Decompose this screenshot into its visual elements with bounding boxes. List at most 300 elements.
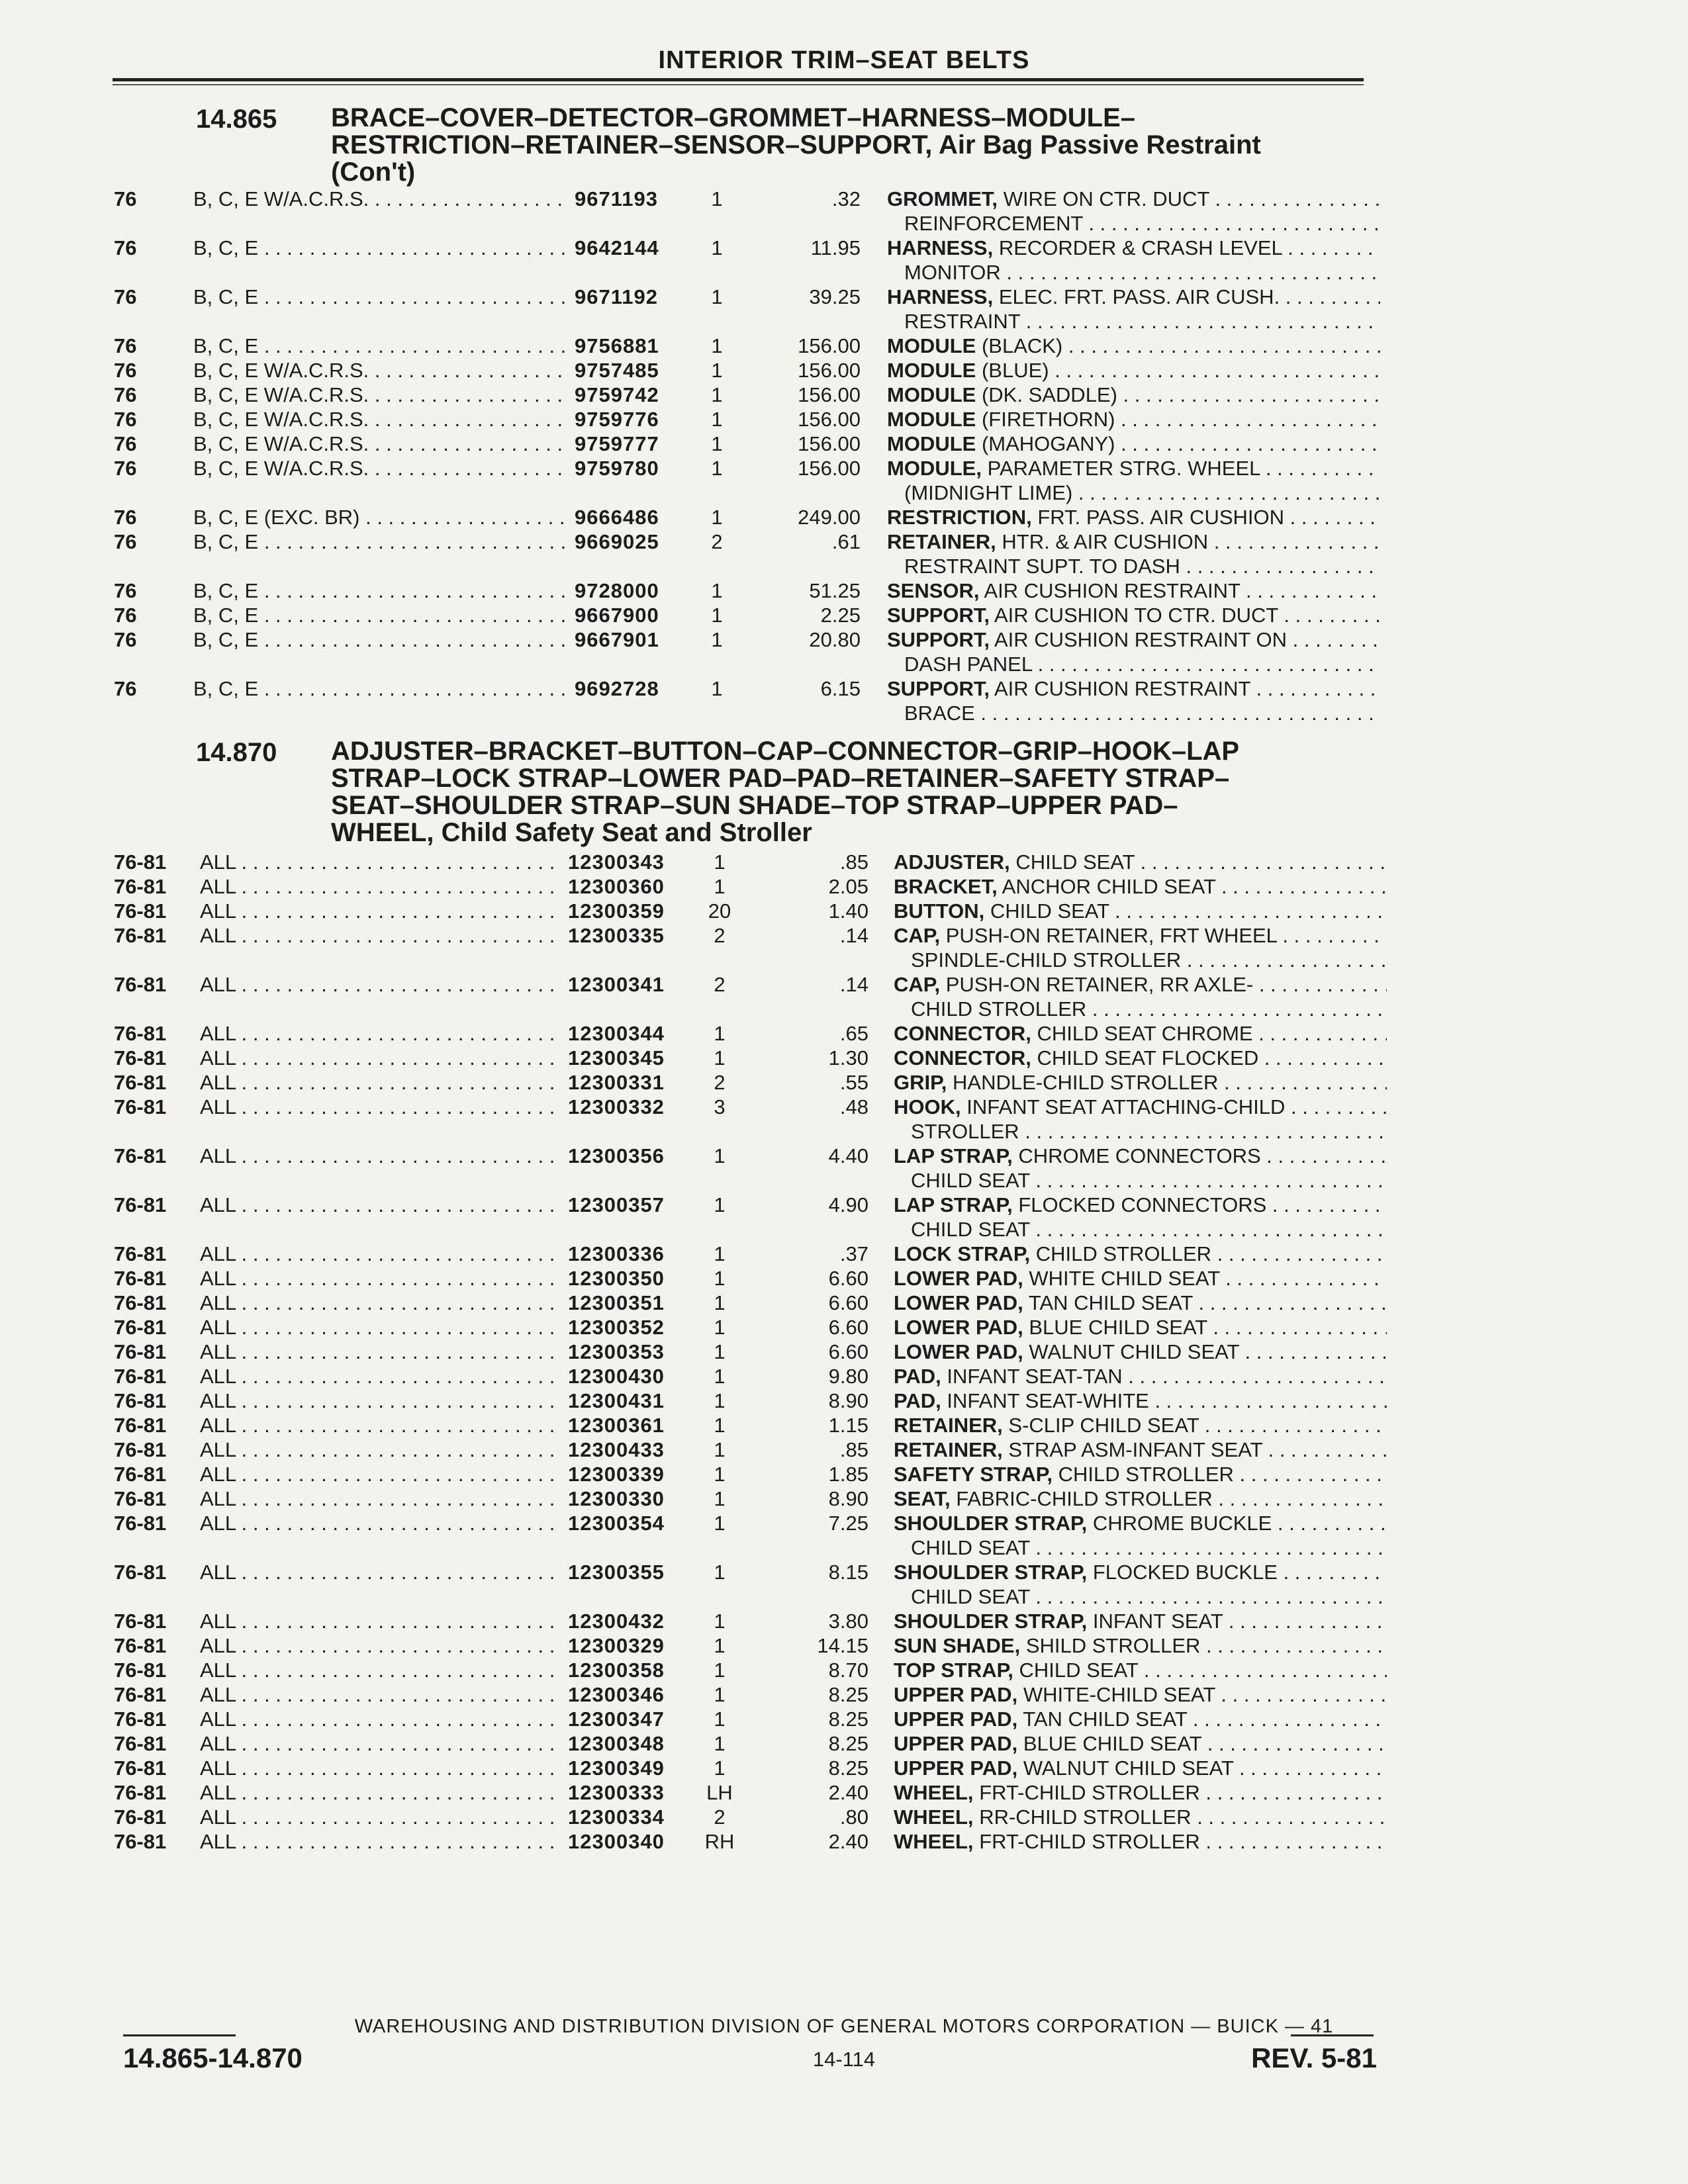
section-title-rest: Air Bag Passive Restraint (Con't) [331, 130, 1261, 187]
description-line [894, 1658, 1387, 1682]
row-model [200, 850, 560, 874]
row-model [200, 1193, 560, 1217]
description-text: BRACE [904, 702, 975, 725]
row-part-number: 9671193 [575, 187, 658, 210]
row-price: 156.00 [798, 383, 861, 406]
row-model [200, 1633, 560, 1658]
description-name: SUPPORT, [887, 628, 990, 651]
description-text: (BLUE) [981, 359, 1049, 382]
description-name: HOOK, [894, 1095, 961, 1118]
row-price: 6.60 [828, 1316, 868, 1339]
table-row [0, 1266, 1688, 1291]
description-name: ADJUSTER, [894, 850, 1010, 874]
description-name: LAP STRAP, [894, 1144, 1013, 1167]
row-year: 76 [114, 530, 137, 553]
row-model [193, 285, 567, 309]
description-line [894, 997, 1387, 1021]
description-name: LAP STRAP, [894, 1193, 1013, 1216]
table-row [0, 1046, 1688, 1070]
description-text: INFANT SEAT ATTACHING-CHILD [966, 1095, 1286, 1118]
row-part-number: 12300340 [568, 1830, 665, 1853]
row-model-text: ALL [200, 1487, 236, 1510]
row-part-number: 12300346 [568, 1683, 665, 1706]
description-text: (MIDNIGHT LIME) [904, 481, 1073, 504]
row-price: 9.80 [828, 1365, 868, 1388]
description-text: ANCHOR CHILD SEAT [1002, 875, 1216, 898]
description-text: DASH PANEL [904, 653, 1032, 676]
row-model [200, 1682, 560, 1707]
section-title [331, 105, 1377, 186]
row-quantity: 1 [711, 408, 723, 431]
row-model-text: ALL [200, 1659, 236, 1682]
description-line [887, 236, 1380, 260]
row-description [894, 899, 1387, 923]
description-text: SHILD STROLLER [1025, 1634, 1201, 1657]
row-quantity: 1 [714, 1046, 726, 1069]
description-line [894, 1095, 1387, 1119]
row-description [894, 874, 1387, 899]
row-description [887, 236, 1380, 285]
row-part-number: 9759776 [575, 408, 659, 431]
row-part-number: 12300349 [568, 1756, 665, 1780]
row-description [894, 1682, 1387, 1707]
row-model [193, 334, 567, 358]
description-text: CHILD STROLLER [1035, 1242, 1212, 1265]
table-row [0, 1242, 1688, 1266]
row-model-text: ALL [200, 1316, 236, 1339]
row-part-number: 12300356 [568, 1144, 665, 1167]
row-description [894, 1315, 1387, 1340]
description-line [894, 1388, 1387, 1413]
description-name: MODULE [887, 383, 976, 406]
row-part-number: 12300329 [568, 1634, 665, 1657]
description-line [887, 480, 1380, 505]
row-price: 6.60 [828, 1267, 868, 1290]
row-year: 76 [114, 628, 137, 651]
row-description [887, 187, 1380, 236]
row-part-number: 12300330 [568, 1487, 665, 1510]
table-row [0, 899, 1688, 923]
table-row [0, 676, 1688, 725]
row-description [887, 627, 1380, 676]
table-row [0, 1388, 1688, 1413]
row-part-number: 12300332 [568, 1095, 665, 1118]
description-line [894, 948, 1387, 972]
row-model-text: ALL [200, 1414, 236, 1437]
row-model-text: ALL [200, 1193, 236, 1216]
row-quantity: 1 [714, 1144, 726, 1167]
row-model-text: B, C, E W/A.C.R.S. [193, 432, 369, 455]
row-price: 249.00 [798, 506, 861, 529]
row-quantity: 1 [714, 1316, 726, 1339]
row-model [193, 627, 567, 652]
description-text: INFANT SEAT [1092, 1610, 1223, 1633]
row-model-text: ALL [200, 850, 236, 874]
row-price: 4.40 [828, 1144, 868, 1167]
row-part-number: 9667901 [575, 628, 659, 651]
row-price: 156.00 [798, 457, 861, 480]
row-model [200, 1707, 560, 1731]
row-description [894, 850, 1387, 874]
description-line [894, 899, 1387, 923]
description-line [894, 1780, 1387, 1805]
row-part-number: 9759742 [575, 383, 659, 406]
row-year: 76-81 [114, 1291, 167, 1314]
row-model-text: B, C, E [193, 236, 259, 259]
description-text: SPINDLE-CHILD STROLLER [911, 948, 1182, 972]
description-text: (MAHOGANY) [981, 432, 1115, 455]
row-year: 76-81 [114, 1193, 167, 1216]
row-price: 8.90 [828, 1389, 868, 1412]
row-model [193, 578, 567, 603]
row-year: 76-81 [114, 1316, 167, 1339]
row-quantity: 1 [714, 1756, 726, 1780]
table-row [0, 1756, 1688, 1780]
row-year: 76-81 [114, 875, 167, 898]
row-year: 76-81 [114, 1365, 167, 1388]
row-description [887, 334, 1380, 358]
table-row [0, 505, 1688, 529]
row-quantity: 1 [714, 1463, 726, 1486]
description-line [894, 1021, 1387, 1046]
row-price: .37 [839, 1242, 868, 1265]
row-model [200, 1070, 560, 1095]
row-price: 8.90 [828, 1487, 868, 1510]
row-year: 76 [114, 383, 137, 406]
row-model [200, 1021, 560, 1046]
row-part-number: 12300354 [568, 1512, 665, 1535]
row-model [193, 529, 567, 554]
description-text: CHILD SEAT [1019, 1659, 1139, 1682]
row-year: 76 [114, 677, 137, 700]
row-part-number: 9666486 [575, 506, 659, 529]
row-quantity: 2 [714, 973, 726, 996]
description-text: PARAMETER STRG. WHEEL [987, 457, 1260, 480]
row-quantity: 2 [711, 530, 723, 553]
description-text: (BLACK) [981, 334, 1063, 357]
row-model [200, 1095, 560, 1119]
row-description [887, 529, 1380, 578]
row-model-text: ALL [200, 1340, 236, 1363]
row-price: 3.80 [828, 1610, 868, 1633]
row-price: 39.25 [809, 285, 861, 308]
row-quantity: 1 [714, 1634, 726, 1657]
row-quantity: 1 [711, 432, 723, 455]
row-quantity: 1 [714, 1193, 726, 1216]
description-text: BLUE CHILD SEAT [1023, 1732, 1202, 1755]
row-description [894, 1486, 1387, 1511]
description-name: SHOULDER STRAP, [894, 1610, 1088, 1633]
row-model-text: ALL [200, 973, 236, 996]
row-model-text: ALL [200, 1756, 236, 1780]
description-line [887, 676, 1380, 701]
row-model-text: B, C, E W/A.C.R.S. [193, 187, 369, 210]
row-price: 6.60 [828, 1291, 868, 1314]
table-row [0, 1658, 1688, 1682]
row-quantity: 1 [714, 850, 726, 874]
row-year: 76-81 [114, 1659, 167, 1682]
description-text: CHILD SEAT [1015, 850, 1135, 874]
description-line [894, 1413, 1387, 1437]
row-quantity: 1 [711, 187, 723, 210]
section-number: 14.865 [196, 105, 277, 134]
description-name: SHOULDER STRAP, [894, 1561, 1088, 1584]
row-part-number: 9671192 [575, 285, 658, 308]
row-quantity: 1 [714, 1438, 726, 1461]
footer-section-range: 14.865-14.870 [123, 2042, 303, 2073]
row-part-number: 12300335 [568, 924, 665, 947]
description-text: CHILD STROLLER [1058, 1463, 1234, 1486]
description-text: CHROME CONNECTORS [1018, 1144, 1261, 1167]
row-price: 2.05 [828, 875, 868, 898]
row-price: 14.15 [817, 1634, 868, 1657]
row-year: 76-81 [114, 1805, 167, 1829]
row-year: 76-81 [114, 1634, 167, 1657]
table-row [0, 850, 1688, 874]
row-description [887, 285, 1380, 334]
table-row [0, 187, 1688, 236]
row-description [894, 1095, 1387, 1144]
description-line [894, 1707, 1387, 1731]
footer-division: WAREHOUSING AND DISTRIBUTION DIVISION OF GENERAL MOTORS CORPORATION — BUICK — 41 [354, 2016, 1334, 2037]
row-model-text: B, C, E [193, 628, 259, 651]
description-text: (DK. SADDLE) [981, 383, 1117, 406]
row-year: 76-81 [114, 1487, 167, 1510]
row-quantity: 1 [711, 677, 723, 700]
row-price: 8.25 [828, 1756, 868, 1780]
row-part-number: 9759780 [575, 457, 659, 480]
table-row [0, 1633, 1688, 1658]
row-description [887, 505, 1380, 529]
description-text: AIR CUSHION RESTRAINT [984, 579, 1241, 602]
table-row [0, 1486, 1688, 1511]
description-line [894, 1682, 1387, 1707]
row-year: 76-81 [114, 1463, 167, 1486]
description-text: CHILD SEAT CHROME [1037, 1022, 1253, 1045]
description-line [887, 603, 1380, 627]
description-name: RESTRICTION, [887, 506, 1032, 529]
description-name: RETAINER, [894, 1414, 1003, 1437]
row-model-text: ALL [200, 1512, 236, 1535]
row-year: 76 [114, 604, 137, 627]
row-price: .55 [839, 1071, 868, 1094]
table-row [0, 456, 1688, 505]
row-year: 76-81 [114, 924, 167, 947]
description-name: HARNESS, [887, 236, 994, 259]
table-row [0, 1609, 1688, 1633]
table-row [0, 1731, 1688, 1756]
row-model [200, 1437, 560, 1462]
row-year: 76-81 [114, 1830, 167, 1853]
description-text: MONITOR [904, 261, 1001, 284]
description-text: CHILD SEAT [911, 1169, 1030, 1192]
description-text: CHILD STROLLER [911, 997, 1087, 1021]
row-year: 76 [114, 579, 137, 602]
description-text: S-CLIP CHILD SEAT [1008, 1414, 1199, 1437]
row-description [887, 432, 1380, 456]
row-description [894, 1193, 1387, 1242]
row-model [193, 432, 567, 456]
row-year: 76 [114, 432, 137, 455]
description-text: REINFORCEMENT [904, 212, 1083, 235]
row-model [200, 1829, 560, 1854]
table-row [0, 603, 1688, 627]
row-description [894, 1707, 1387, 1731]
description-line [894, 1805, 1387, 1829]
row-quantity: 1 [714, 1659, 726, 1682]
description-name: UPPER PAD, [894, 1756, 1018, 1780]
row-model-text: ALL [200, 1561, 236, 1584]
description-line [894, 1437, 1387, 1462]
table-row [0, 1707, 1688, 1731]
table-row [0, 1560, 1688, 1609]
description-text: INFANT SEAT-TAN [947, 1365, 1123, 1388]
description-name: HARNESS, [887, 285, 994, 308]
description-line [887, 260, 1380, 285]
description-line [894, 1119, 1387, 1144]
description-line [887, 701, 1380, 725]
description-name: LOWER PAD, [894, 1340, 1023, 1363]
row-part-number: 12300361 [568, 1414, 665, 1437]
description-name: BRACKET, [894, 875, 998, 898]
row-price: 20.80 [809, 628, 861, 651]
row-description [894, 1560, 1387, 1609]
description-line [894, 1609, 1387, 1633]
row-quantity: 1 [714, 1022, 726, 1045]
description-line [894, 1535, 1387, 1560]
row-part-number: 12300333 [568, 1781, 665, 1804]
row-quantity: 20 [708, 899, 731, 923]
row-model [200, 1388, 560, 1413]
row-model-text: ALL [200, 1267, 236, 1290]
description-name: GRIP, [894, 1071, 947, 1094]
description-name: SUN SHADE, [894, 1634, 1021, 1657]
row-year: 76-81 [114, 1144, 167, 1167]
description-text: STROLLER [911, 1120, 1019, 1143]
footer-revision: REV. 5-81 [1251, 2042, 1377, 2073]
description-name: BUTTON, [894, 899, 985, 923]
description-name: WHEEL, [894, 1830, 974, 1853]
row-model [200, 923, 560, 948]
description-text: BLUE CHILD SEAT [1029, 1316, 1207, 1339]
row-model [200, 1266, 560, 1291]
row-model [193, 236, 567, 260]
row-year: 76 [114, 334, 137, 357]
description-name: SAFETY STRAP, [894, 1463, 1053, 1486]
row-part-number: 9667900 [575, 604, 659, 627]
table-row [0, 285, 1688, 334]
row-part-number: 9756881 [575, 334, 659, 357]
description-text: FABRIC-CHILD STROLLER [956, 1487, 1213, 1510]
description-text: RECORDER & CRASH LEVEL [998, 236, 1282, 259]
row-description [894, 1805, 1387, 1829]
row-part-number: 12300331 [568, 1071, 665, 1094]
row-quantity: 1 [714, 1707, 726, 1731]
row-description [894, 1609, 1387, 1633]
row-year: 76-81 [114, 1389, 167, 1412]
row-quantity: 1 [711, 457, 723, 480]
table-row [0, 1462, 1688, 1486]
row-quantity: 1 [714, 1340, 726, 1363]
description-line [887, 285, 1380, 309]
row-quantity: 1 [714, 1561, 726, 1584]
row-model [200, 1242, 560, 1266]
table-row [0, 1805, 1688, 1829]
description-text: WALNUT CHILD SEAT [1029, 1340, 1239, 1363]
description-name: UPPER PAD, [894, 1707, 1018, 1731]
description-line [887, 309, 1380, 334]
row-description [894, 1829, 1387, 1854]
description-name: SHOULDER STRAP, [894, 1512, 1088, 1535]
row-part-number: 12300347 [568, 1707, 665, 1731]
row-quantity: 1 [714, 1389, 726, 1412]
row-year: 76-81 [114, 1267, 167, 1290]
row-price: 6.60 [828, 1340, 868, 1363]
description-text: CHILD SEAT FLOCKED [1037, 1046, 1259, 1069]
row-quantity: 1 [711, 359, 723, 382]
description-text: ELEC. FRT. PASS. AIR CUSH. [998, 285, 1280, 308]
row-model [193, 187, 567, 211]
description-name: WHEEL, [894, 1805, 974, 1829]
row-price: 1.30 [828, 1046, 868, 1069]
row-description [894, 1364, 1387, 1388]
row-description [894, 1413, 1387, 1437]
row-year: 76 [114, 359, 137, 382]
row-description [887, 358, 1380, 383]
row-price: .80 [839, 1805, 868, 1829]
row-description [894, 1633, 1387, 1658]
row-description [894, 1046, 1387, 1070]
description-name: UPPER PAD, [894, 1732, 1018, 1755]
row-year: 76 [114, 506, 137, 529]
description-line [894, 1731, 1387, 1756]
row-model-text: ALL [200, 1830, 236, 1853]
row-model-text: ALL [200, 875, 236, 898]
row-model-text: ALL [200, 1707, 236, 1731]
row-price: 6.15 [820, 677, 861, 700]
description-name: MODULE, [887, 457, 982, 480]
row-quantity: 1 [711, 628, 723, 651]
table-row [0, 407, 1688, 432]
row-model-text: ALL [200, 1144, 236, 1167]
table-row [0, 1291, 1688, 1315]
row-price: .48 [839, 1095, 868, 1118]
description-name: CONNECTOR, [894, 1022, 1031, 1045]
row-description [894, 1070, 1387, 1095]
description-text: PUSH-ON RETAINER, RR AXLE- [945, 973, 1254, 996]
row-description [894, 1437, 1387, 1462]
row-part-number: 12300360 [568, 875, 665, 898]
row-description [894, 1462, 1387, 1486]
row-description [887, 603, 1380, 627]
description-line [894, 874, 1387, 899]
row-price: .61 [831, 530, 861, 553]
row-description [894, 1388, 1387, 1413]
description-line [894, 1511, 1387, 1535]
row-part-number: 12300352 [568, 1316, 665, 1339]
row-year: 76 [114, 236, 137, 259]
row-model-text: B, C, E [193, 285, 259, 308]
row-model-text: ALL [200, 1610, 236, 1633]
row-quantity: 1 [714, 1414, 726, 1437]
row-quantity: 1 [714, 1732, 726, 1755]
description-line [894, 850, 1387, 874]
description-name: CAP, [894, 924, 941, 947]
row-quantity: 1 [714, 1610, 726, 1633]
row-model-text: B, C, E [193, 604, 259, 627]
row-model-text: ALL [200, 1732, 236, 1755]
row-year: 76-81 [114, 1046, 167, 1069]
